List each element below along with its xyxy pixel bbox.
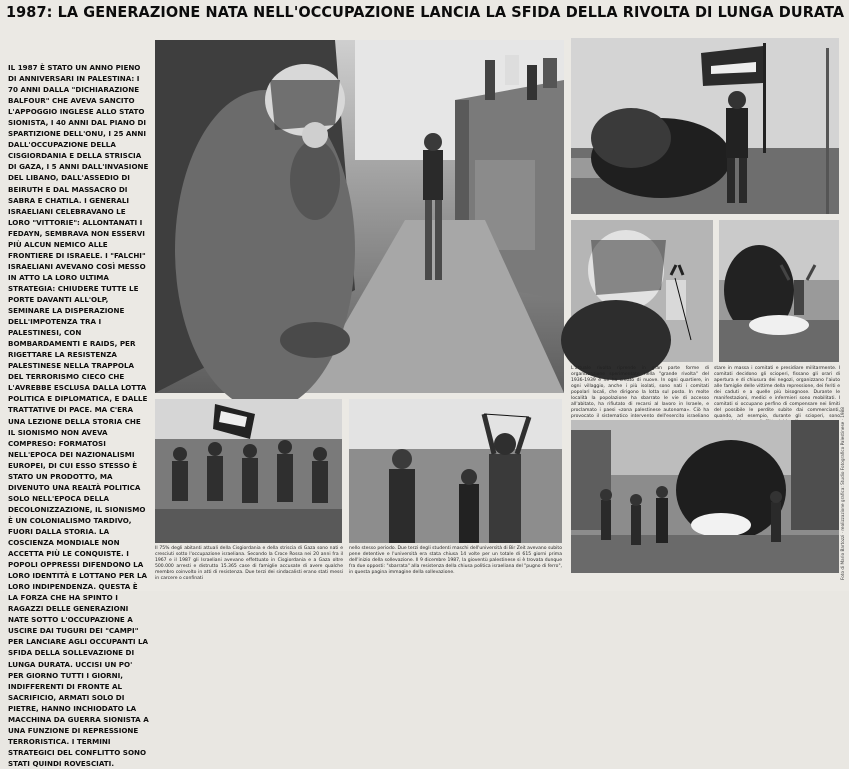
caption-bottom-middle: nello stesso periodo. Due terzi degli studenti maschi dell'università di Bir Zeit avevano subito pene detentive e l'università era stata chiusa 14 volte per un totale di 615 giorni prima dell'inizio della sollevazione. Il 9 dicembre 1987, la gioventù palestinese si è trovata dunque fra due opposti: "sbarrata" alla resistenza della chiusa politica israeliana del "pugno di ferro", in questa pagina immagine della sollevazione. (349, 546, 562, 576)
caption-right-b: stare in massa i comitati e presidiare militarmente. I comitati decidono gli scioperi, fissano gli orari di apertura e di chiusura dei negozi, organizzano l'aiuto alle famiglie delle vittime della repressione, dei feriti e dei caduti e a quelle più bisognose. Durante le manifestazioni, medici e infermieri sono mobilitati. I comitati si occupano perfino di compensare nei limiti del possibile le perdite subite dai commercianti, quando, ad esempio, durante gli scioperi, sono (714, 366, 840, 420)
caption-right-a: L'attuale rivolta riprende in gran parte forme di organizzazione sperimentate nella "grande rivolta" del 1936-1939 e ne ha creato di nuove. In ogni quartiere, in ogni villaggio, anche i più isolati, sono nati i comitati popolari locali, che dirigono la lotta sul posto. In molte località la popolazione ha sbarrato le vie di accesso all'abitato, ha rifiutato di recarsi al lavoro in Israele, e proclamato i paesi «zona palestinese autonoma». Ciò ha provocato il sistematico intervento dell'esercito israeliano (571, 366, 709, 420)
photo-crowd-flags (155, 399, 342, 543)
photo-burning-barricade (719, 220, 839, 362)
photo-men-with-slingshot (349, 399, 562, 543)
photo-rooftop-flag-smoke (571, 38, 839, 214)
photo-slingshot-youth (571, 220, 713, 362)
poster-headline: 1987: LA GENERAZIONE NATA NELL'OCCUPAZIONE LANCIA LA SFIDA DELLA RIVOLTA DI LUNGA DURATA (6, 3, 845, 21)
photo-street-clash-smoke (571, 420, 839, 573)
caption-bottom-left: Il 75% degli abitanti attuali della Cisgiordania e della striscia di Gaza sono nati e cresciuti sotto l'occupazione israeliana. Secondo la Croce Rossa nei 20 anni fra il 1967 e il 1987 gli Israeliani avevano effettuato in Cisgiordania e a Gaza oltre 500.000 arresti e distrutto 15.365 case di famiglie accusate di avere qualche membro coinvolto in atti di resistenza. Due terzi dei sindacalisti erano stati messi in carcere o confinati (155, 546, 343, 582)
intro-column-text: IL 1987 È STATO UN ANNO PIENO DI ANNIVERSARI IN PALESTINA: I 70 ANNI DALLA "DICHIARAZIONE BALFOUR" CHE AVEVA SANCITO L'APPOGGIO INGLESE ALLO STATO SIONISTA, I 40 ANNI DAL PIANO DI SPARTIZIONE DELL'ONU, I 25 ANNI DALL'OCCUPAZIONE DELLA CISGIORDANIA E DELLA STRISCIA DI GAZA, I 5 ANNI DALL'INVASIONE DEL LIBANO, DALL'ASSEDIO DI BEIRUTH E DAL MASSACRO DI SABRA E CHATILA. I GENERALI ISRAELIANI CELEBRAVANO LE LORO "VITTORIE": ALLONTANATI I FEDAYN, SEMBRAVA NON ESSERVI PIÙ ALCUN NEMICO ALLE FRONTIERE DI ISRAELE. I "FALCHI" ISRAELIANI AVEVANO COSÌ MESSO IN ATTO LA LORO ULTIMA STRATEGIA: CHIUDERE TUTTE LE PORTE DAVANTI ALL'OLP, SEMINARE LA DISPERAZIONE DELL'IMPOTENZA TRA I PALESTINESI, CON BOMBARDAMENTI E RAIDS, PER RIGETTARE LA RESISTENZA PALESTINESE NELLA TRAPPOLA DEL TERRORISMO CIECO CHE L'AVREBBE ESCLUSA DALLA LOTTA POLITICA E DIPLOMATICA, E DALLE TRATTATIVE DI PACE. MA C'ERA UNA LEZIONE DELLA STORIA CHE IL SIONISMO NON AVEVA COMPRESO: FORMATOSI NELL'EPOCA DEI NAZIONALISMI EUROPEI, DI CUI ESSO STESSO È STATO UN PRODOTTO, MA DIVENUTO UNA REALTÀ POLITICA SOLO NELL'EPOCA DELLA DECOLONIZZAZIONE, IL SIONISMO È UN COLONIALISMO TARDIVO, FUORI DALLA STORIA. LA COSCIENZA MONDIALE NON ACCETTA PIÙ LE CONQUISTE. I POPOLI OPPRESSI DIFENDONO LA LORO IDENTITÀ E LOTTANO PER LA LORO INDIPENDENZA. QUESTA È LA FORZA CHE HA SPINTO I RAGAZZI DELLE GENERAZIONI NATE SOTTO L'OCCUPAZIONE A USCIRE DAI TUGURI DEI "CAMPI" PER LANCIARE AGLI OCCUPANTI LA SFIDA DELLA SOLLEVAZIONE DI LUNGA DURATA. UCCISI UN PO' PER GIORNO TUTTI I GIORNI, INDIFFERENTI DI FRONTE AL SACRIFICIO, ARMATI SOLO DI PIETRE, HANNO INCHIODATO LA MACCHINA DA GUERRA SIONISTA A UNA FUNZIONE DI REPRESSIONE TERRORISTICA. I TERMINI STRATEGICI DEL CONFLITTO SONO STATI QUINDI ROVESCIATI. (8, 63, 149, 768)
side-photo-credit: Foto di Mario Bartozzi · realizzazione grafica: Studio Fotografico Palestinese · 1988 (840, 407, 845, 580)
photo-street-stone-throwers (155, 40, 564, 393)
